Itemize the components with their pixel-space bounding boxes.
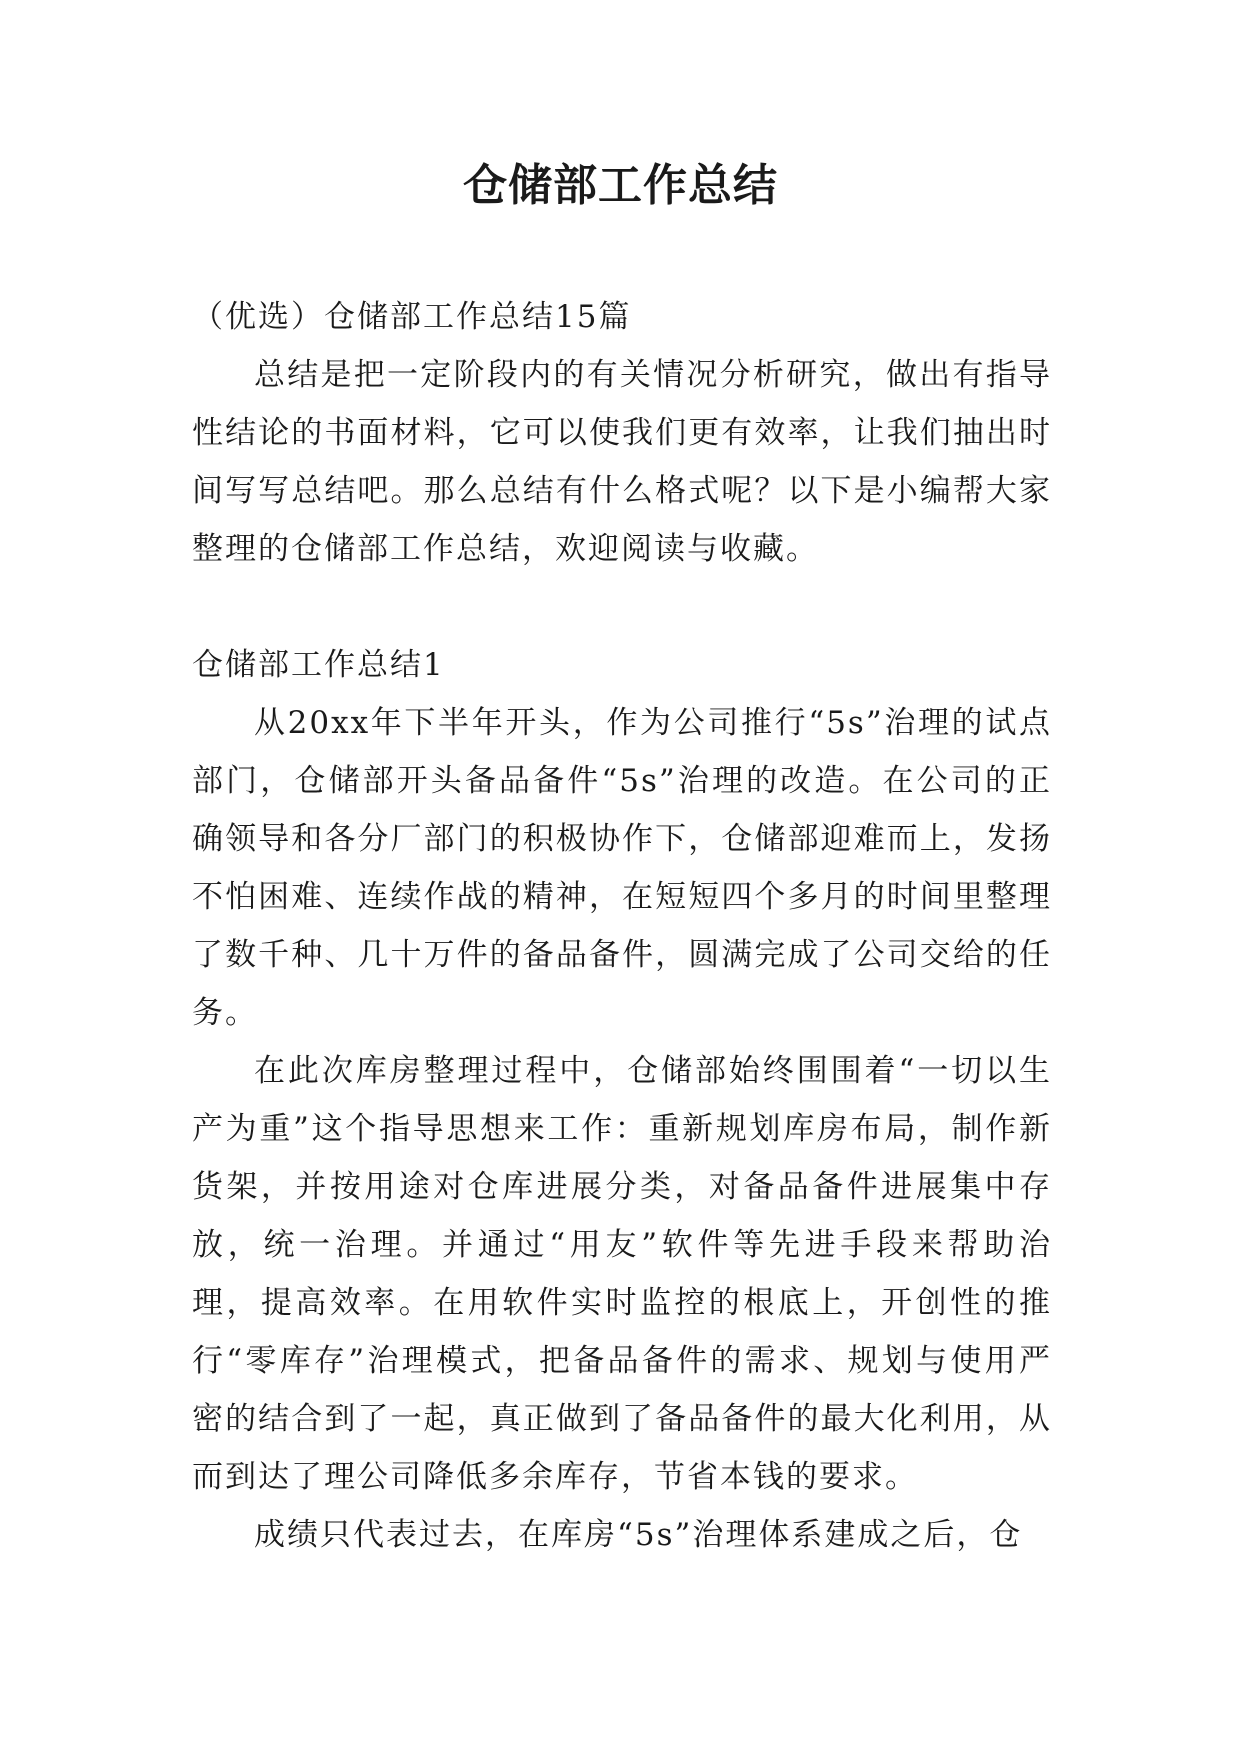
document-subtitle: （优选）仓储部工作总结15篇 xyxy=(192,299,632,335)
body-paragraph-1: 从20xx年下半年开头，作为公司推行“5s”治理的试点部门，仓储部开头备品备件“5s”治理的改造。在公司的正确领导和各分厂部门的积极协作下，仓储部迎难而上，发扬不怕困难、连续作战的精神，在短短四个多月的时间里整理了数千种、几十万件的备品备件，圆满完成了公司交给的任务。 xyxy=(192,705,1052,1031)
intro-paragraph: 总结是把一定阶段内的有关情况分析研究，做出有指导性结论的书面材料，它可以使我们更有效率，让我们抽出时间写写总结吧。那么总结有什么格式呢？以下是小编帮大家整理的仓储部工作总结，欢迎阅读与收藏。 xyxy=(192,357,1052,567)
body-paragraph-3: 成绩只代表过去，在库房“5s”治理体系建成之后，仓 xyxy=(254,1517,1023,1553)
section-heading: 仓储部工作总结1 xyxy=(192,647,445,683)
document-body xyxy=(192,288,1052,1564)
body-paragraph-2: 在此次库房整理过程中，仓储部始终围围着“一切以生产为重”这个指导思想来工作：重新规划库房布局，制作新货架，并按用途对仓库进展分类，对备品备件进展集中存放，统一治理。并通过“用友”软件等先进手段来帮助治理，提高效率。在用软件实时监控的根底上，开创性的推行“零库存”治理模式，把备品备件的需求、规划与使用严密的结合到了一起，真正做到了备品备件的最大化利用，从而到达了理公司降低多余库存，节省本钱的要求。 xyxy=(192,1053,1052,1495)
document-title: 仓储部工作总结 xyxy=(463,160,778,211)
section-spacer xyxy=(192,578,1052,636)
